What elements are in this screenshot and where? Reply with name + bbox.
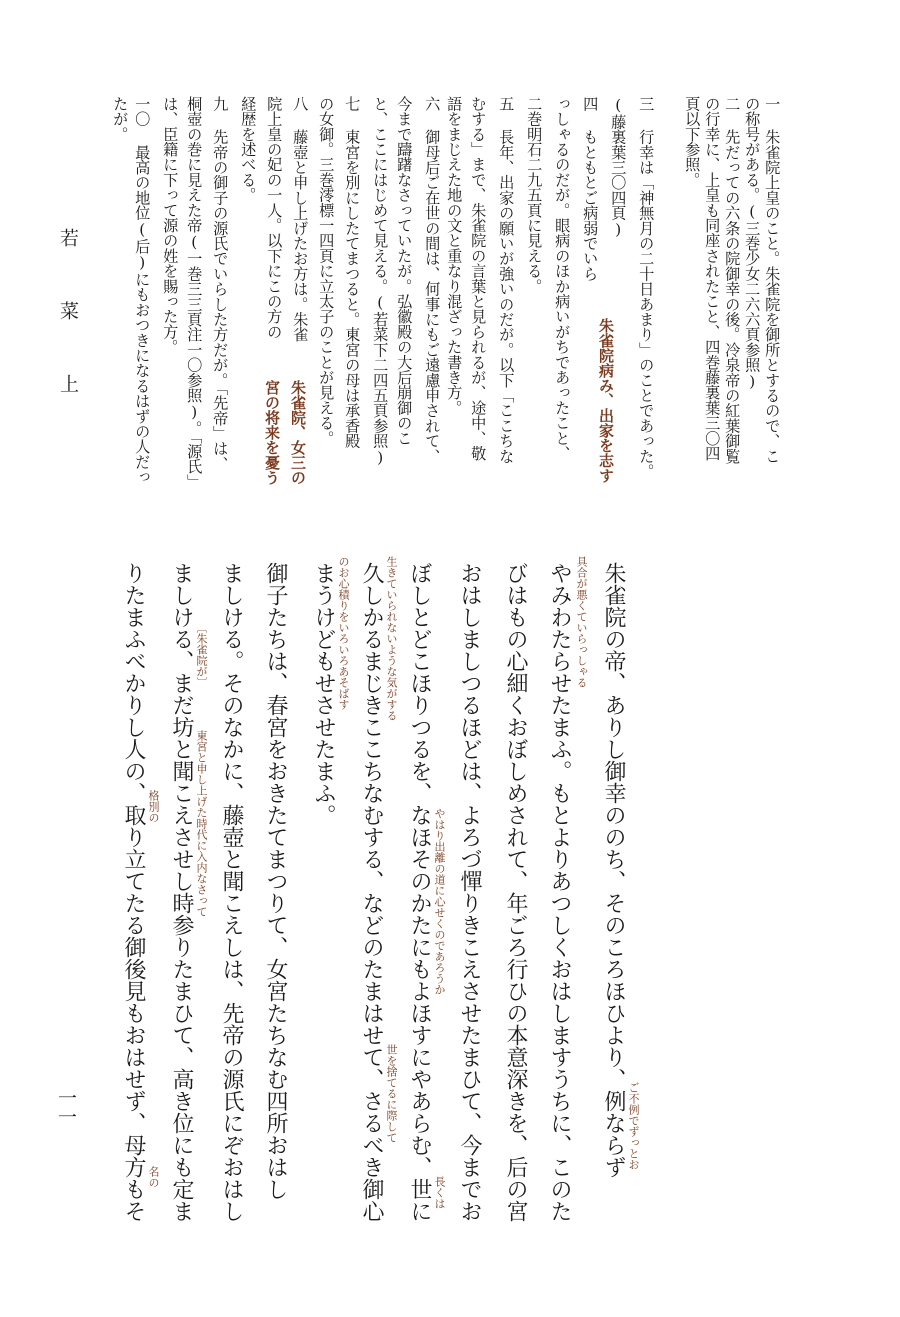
main-text-line: りたまふべかりし人の、取り立てたる御後見もおはせず、母方もそ: [121, 562, 146, 1222]
main-text-line: 久しかるまじきここちなむする、などのたまはせて、さるべき御心: [359, 562, 384, 1222]
note-line: の行幸に、上皇も同座されたこと、四巻藤裏葉三〇四: [703, 96, 722, 461]
note-line: むする」まで、朱雀院の言葉と見られるが、途中、敬: [469, 96, 488, 461]
gloss: 東宮と申し上げた時代に入内なさって: [195, 730, 208, 917]
note-line: の称号がある。(三巻少女二六六頁参照): [743, 96, 762, 391]
note-line: 頁以下参照。: [683, 96, 702, 188]
note-line: 九 先帝の御子の源氏でいらした方だが。「先帝」は、: [211, 96, 230, 472]
gloss: 格別の: [147, 790, 160, 823]
note-line: 六 御母后ご在世の間は、何事にもご遠慮申されて、: [423, 96, 442, 464]
gloss: 〔朱雀院が〕: [195, 622, 208, 688]
main-text-line: おはしましつるほどは、よろづ憚りきこえさせたまひて、今までお: [457, 562, 482, 1222]
main-text-line: 朱雀院の帝、ありし御幸ののち、そのころほひより、例ならず: [601, 562, 626, 1178]
note-line: 五 長年、出家の願いが強いのだが。以下「ここちな: [497, 96, 516, 464]
gloss: 世を捨てるに際して: [385, 1044, 398, 1143]
gloss: やはり出離の道に心せくのであろうか: [433, 808, 446, 995]
gloss: 具合が悪くていらっしゃる: [575, 556, 588, 688]
note-line: 一 朱雀院上皇のこと。朱雀院を御所とするので、こ: [763, 96, 782, 464]
note-line: っしゃるのだが。眼病のほか病いがちであったこと、: [553, 96, 572, 461]
note-line: 八 藤壺と申し上げたお方は。朱雀: [291, 96, 310, 342]
note-line: 三 行幸は「神無月の二十日あまり」のことであった。: [637, 96, 656, 479]
note-line: 桐壺の巻に見えた帝(一巻三三頁注一〇参照)。「源氏」: [185, 96, 204, 490]
note-line: (藤裏葉三〇四頁): [609, 96, 628, 239]
note-line: 今まで躊躇なさっていたが。弘徽殿の大后崩御のこ: [395, 96, 414, 446]
note-line: 一〇 最高の地位(后)にもおつきになるはずの人だっ: [133, 96, 152, 485]
note-line: 二巻明石二九五頁に見える。: [525, 96, 544, 294]
note-line: は、臣籍に下って源の姓を賜った方。: [161, 96, 180, 355]
gloss: ご不例でずっとお: [627, 1082, 640, 1170]
note-line: 四 もともとご病弱でいら: [581, 96, 600, 282]
main-text-line: ぼしとどこほりつるを、なほそのかたにもよほすにやあらむ、世に: [407, 562, 432, 1222]
main-text-line: ましける、まだ坊と聞こえさせし時参りたまひて、高き位にも定ま: [169, 562, 194, 1222]
running-title: 若 菜 上: [57, 228, 79, 409]
gloss: 名の: [147, 1166, 160, 1188]
note-line: と、ここにはじめて見える。(若菜下二四五頁参照): [371, 96, 390, 467]
note-line: 経歴を述べる。: [239, 96, 258, 203]
main-text-line: びはもの心細くおぼしめされて、年ごろ行ひの本意深きを、后の宮: [503, 562, 528, 1222]
gloss: 生きていられないような気がする: [385, 556, 398, 721]
gloss: 長くは: [433, 1176, 446, 1209]
note-line: 二 先だっての六条の院御幸の後。冷泉帝の紅葉御覧: [723, 96, 742, 464]
side-label-illness: 朱雀院病み、出家を志す: [597, 318, 615, 483]
note-line: たが。: [111, 96, 130, 142]
page-number: 一一: [55, 1088, 77, 1126]
note-line: 七 東宮を別にしたてまつると。東宮の母は承香殿: [343, 96, 362, 449]
side-label-princess-b: 宮の将来を憂う: [263, 380, 281, 485]
main-text-line: やみわたらせたまふ。もとよりあつしくおはしますうちに、このた: [547, 562, 572, 1222]
note-line: 語をまじえた地の文と重なり混ざった書き方。: [445, 96, 464, 416]
note-line: の女御。三巻澪標一四頁に立太子のことが見える。: [317, 96, 336, 446]
main-text-line: 御子たちは、春宮をおきたてまつりて、女宮たちなむ四所おはし: [263, 562, 288, 1200]
note-line: 院上皇の妃の一人。以下にこの方の: [265, 96, 284, 340]
side-label-princess-a: 朱雀院、女三の: [289, 380, 307, 485]
main-text-line: まうけどもせさせたまふ。: [311, 562, 336, 826]
gloss: のお心積りをいろいろあそばす: [337, 556, 350, 710]
main-text-line: ましける。そのなかに、藤壺と聞こえしは、先帝の源氏にぞおはし: [219, 562, 244, 1222]
